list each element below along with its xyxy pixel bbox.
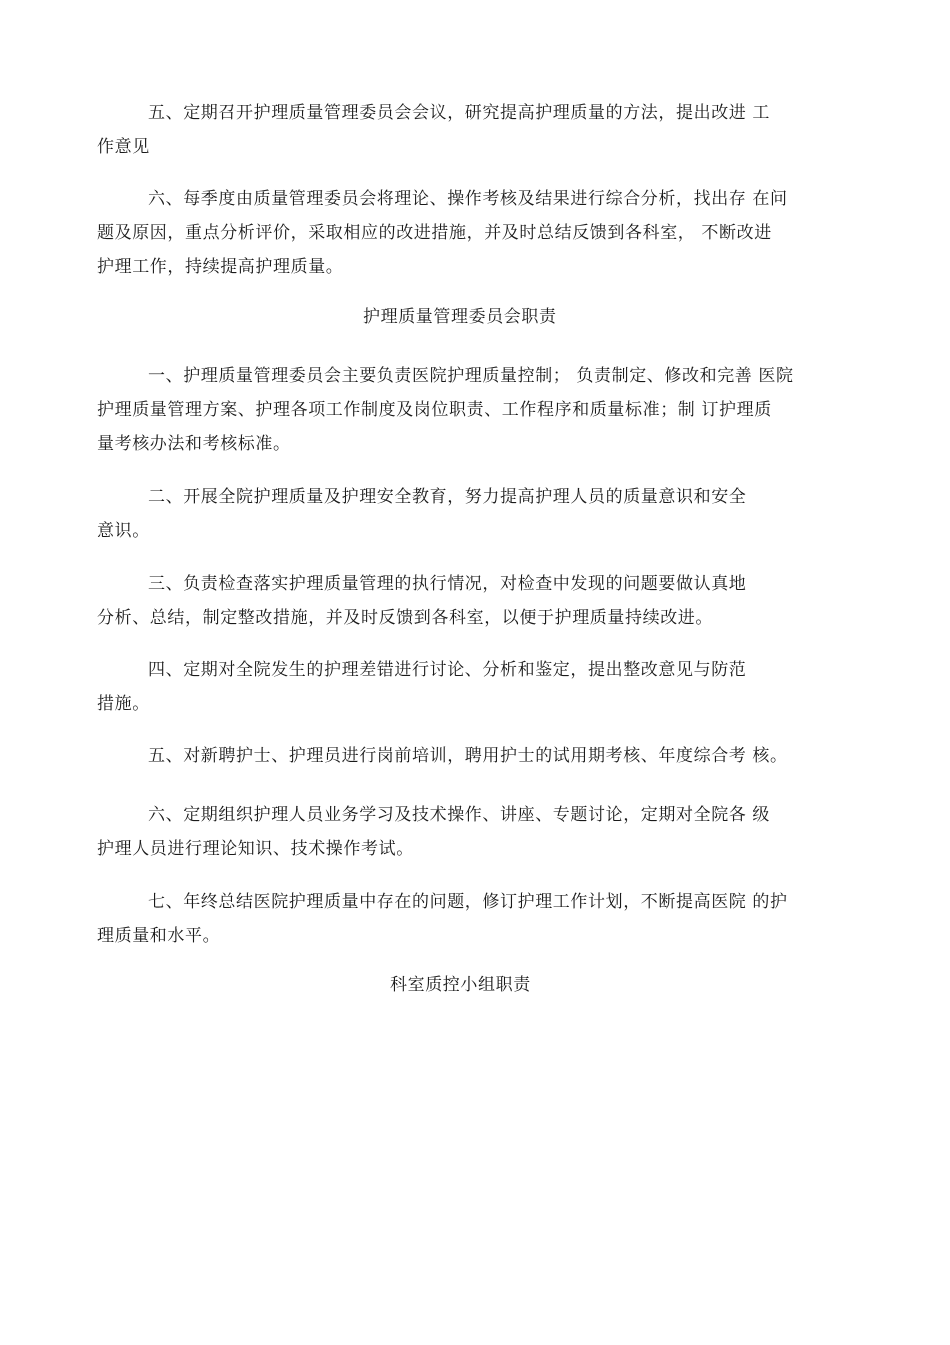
paragraph-line: 五、对新聘护士、护理员进行岗前培训，聘用护士的试用期考核、年度综合考 核。 [148,746,788,766]
paragraph-line: 二、开展全院护理质量及护理安全教育，努力提高护理人员的质量意识和安全 [148,487,747,507]
paragraph-line: 分析、总结，制定整改措施，并及时反馈到各科室，以便于护理质量持续改进。 [97,608,713,628]
paragraph-line: 一、护理质量管理委员会主要负责医院护理质量控制； 负责制定、修改和完善 医院 [148,366,794,386]
paragraph-line: 七、年终总结医院护理质量中存在的问题，修订护理工作计划，不断提高医院 的护 [148,892,788,912]
paragraph-line: 理质量和水平。 [97,926,221,946]
paragraph-line: 护理人员进行理论知识、技术操作考试。 [97,839,414,859]
paragraph-line: 题及原因，重点分析评价，采取相应的改进措施，并及时总结反馈到各科室， 不断改进 [97,223,772,243]
paragraph-line: 作意见 [97,137,150,157]
paragraph-line: 五、定期召开护理质量管理委员会会议，研究提高护理质量的方法，提出改进 工 [148,103,771,123]
section-title: 科室质控小组职责 [390,975,531,995]
paragraph-line: 四、定期对全院发生的护理差错进行讨论、分析和鉴定，提出整改意见与防范 [148,660,747,680]
paragraph-line: 六、每季度由质量管理委员会将理论、操作考核及结果进行综合分析，找出存 在问 [148,189,788,209]
paragraph-line: 护理质量管理方案、护理各项工作制度及岗位职责、工作程序和质量标准；制 订护理质 [97,400,772,420]
paragraph-line: 意识。 [97,521,150,541]
paragraph-line: 护理工作，持续提高护理质量。 [97,257,344,277]
section-title: 护理质量管理委员会职责 [363,307,557,327]
paragraph-line: 量考核办法和考核标准。 [97,434,291,454]
paragraph-line: 六、定期组织护理人员业务学习及技术操作、讲座、专题讨论，定期对全院各 级 [148,805,771,825]
paragraph-line: 三、负责检查落实护理质量管理的执行情况，对检查中发现的问题要做认真地 [148,574,747,594]
paragraph-line: 措施。 [97,694,150,714]
